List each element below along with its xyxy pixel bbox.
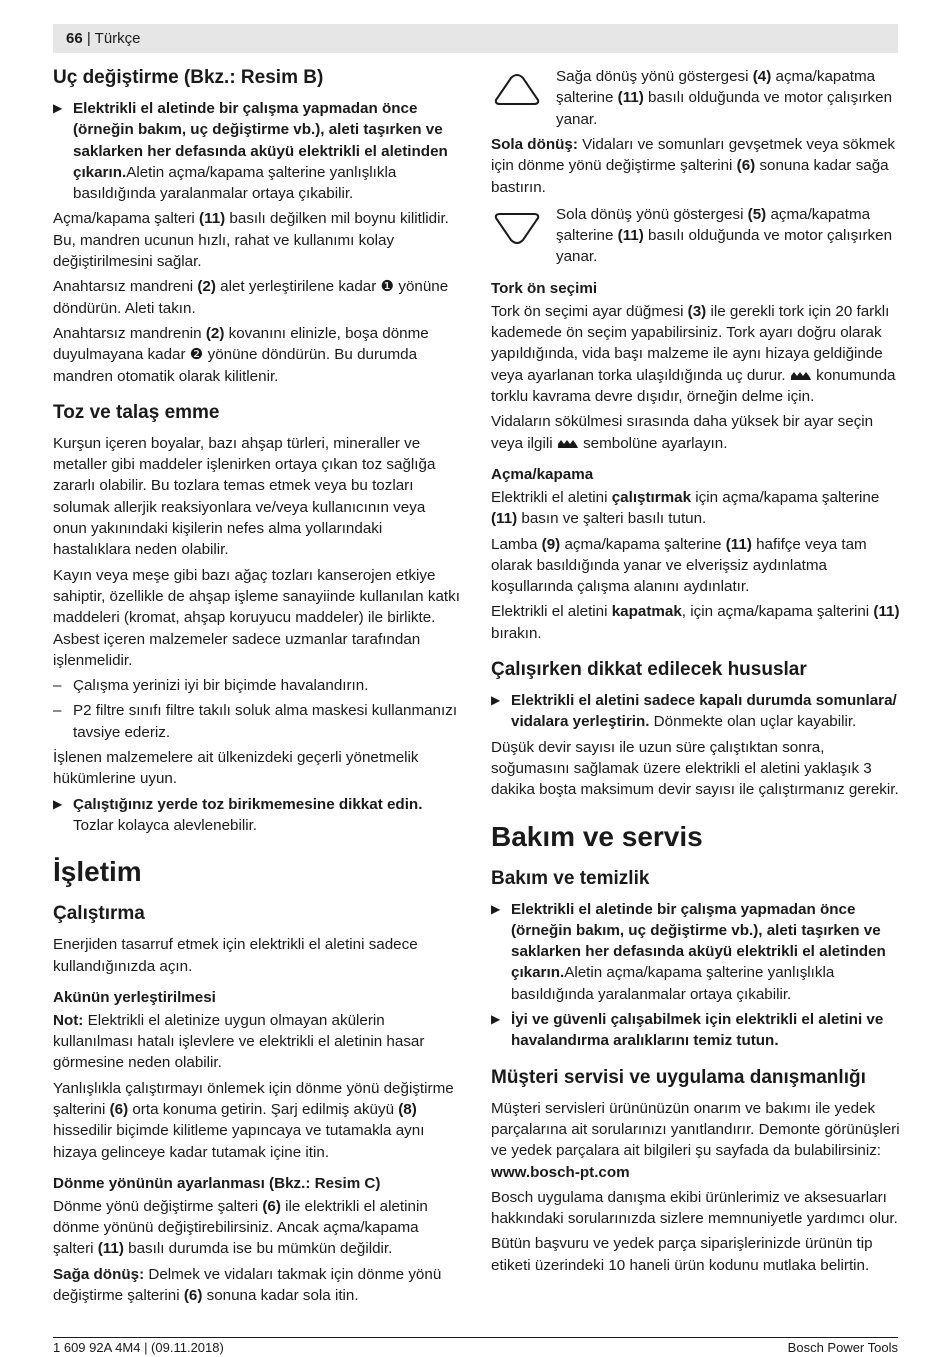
footer-divider xyxy=(53,1337,898,1338)
page-header xyxy=(66,30,141,47)
paragraph: Sağa dönüş: Delmek ve vidaları takmak için dönme yönü değiştirme şalterini (6) sonuna kadar sola itin. xyxy=(53,1265,442,1305)
warning-item: ▶ Elektrikli el aletinde bir çalışma yapmadan önce (örneğin bakım, uç değiştirme vb.), aleti taşırken ve saklarken her defasında aküyü elektrikli el aletinden çıkarın.Aletin açma/kapama şalterine yanlışlıkla basıldığında yaralanmalar ortaya çıkabilir. xyxy=(491,900,886,1003)
left-rotation-arrow-icon xyxy=(493,210,541,246)
paragraph: Bosch uygulama danışma ekibi ürünlerimiz ve aksesuarları hakkındaki sorularınızda sizlere memnuniyetle yardımcı olur. xyxy=(491,1188,898,1228)
paragraph: Anahtarsız mandrenin (2) kovanını elinizle, boşa dönme duyulmayana kadar ❷ yönüne döndürün. Bu durumda mandren otomatik olarak kilitlenir. xyxy=(53,324,429,385)
heading-torque: Tork ön seçimi xyxy=(491,279,598,297)
right-column xyxy=(491,66,901,1280)
right-rotation-arrow-icon xyxy=(493,72,541,108)
warning-marker-icon: ▶ xyxy=(53,101,63,115)
warning-marker-icon: ▶ xyxy=(491,1012,501,1027)
warning-item: ▶ Elektrikli el aletini sadece kapalı durumda somunlara/ vidalara yerleştirin. Dönmekte olan uçlar kayabilir. xyxy=(491,692,897,731)
paragraph: Dönme yönü değiştirme şalteri (6) ile elektrikli el aletinin dönme yönünü değiştirebilirsiniz. Ancak açma/kapama şalteri (11) basılı durumda ise bu mümkün değildir. xyxy=(53,1197,428,1258)
warning-item: ▶ İyi ve güvenli çalışabilmek için elektrikli el aletini ve havalandırma aralıklarını temiz tutun. xyxy=(491,1011,884,1050)
paragraph: İşlenen malzemelere ait ülkenizdeki geçerli yönetmelik hükümlerine uyun. xyxy=(53,749,419,788)
paragraph: Elektrikli el aletini kapatmak, için açma/kapama şalterini (11) bırakın. xyxy=(491,603,900,642)
heading-direction: Dönme yönünün ayarlanması (Bkz.: Resim C) xyxy=(53,1174,381,1192)
paragraph: Lamba (9) açma/kapama şalterine (11) hafifçe veya tam olarak basıldığında yanar ve elverişsiz aydınlatma koşullarında çalışma alanını aydınlatır. xyxy=(491,535,867,596)
left-rotation-indicator: Sola dönüş yönü göstergesi (5) açma/kapatma şalterine (11) basılı olduğunda ve motor çalışırken yanar. xyxy=(491,204,901,268)
heading-start: Çalıştırma xyxy=(53,903,145,925)
dash-item: – Çalışma yerinizi iyi bir biçimde havalandırın. xyxy=(53,677,369,695)
paragraph: Enerjiden tasarruf etmek için elektrikli el aletini sadece kullandığınızda açın. xyxy=(53,936,418,975)
paragraph: Bütün başvuru ve yedek parça siparişlerinizde ürünün tip etiketi üzerindeki 10 haneli ürün kodunu mutlaka belirtin. xyxy=(491,1235,873,1274)
right-rotation-indicator: Sağa dönüş yönü göstergesi (4) açma/kapatma şalterine (11) basılı olduğunda ve motor çalışırken yanar. xyxy=(491,66,901,130)
paragraph: Kayın veya meşe gibi bazı ağaç tozları kanserojen etkiye sahiptir, özellikle de ahşap işleme sanayiinde kullanılan katkı maddeleri (kromat, ahşap koruyucu maddeler) ile birlikte. Asbest içeren malzemeler sadece uzmanlar tarafından işlenmelidir. xyxy=(53,566,460,669)
paragraph: Sola dönüş: Vidaları ve somunları gevşetmek veya sökmek için dönme yönü değiştirme şalterini (6) sonuna kadar sağa bastırın. xyxy=(491,136,896,196)
heading-operation: İşletim xyxy=(53,856,142,888)
footer-doc-id: 1 609 92A 4M4 | (09.11.2018) xyxy=(53,1340,224,1355)
paragraph: Yanlışlıkla çalıştırmayı önlemek için dönme yönü değiştirme şalterini (6) orta konuma getirin. Şarj edilmiş aküyü (8) hissedilir biçimde kilitleme yapıncaya ve tutamakla aynı hizaya gelinceye kadar tutamak içine itin. xyxy=(53,1079,454,1161)
paragraph: Düşük devir sayısı ile uzun süre çalıştıktan sonra, soğumasını sağlamak üzere elektrikli el aletini yaklaşık 3 dakika boşta maksimum devir sayısı ile çalıştırmanız gerekir. xyxy=(491,738,899,799)
warning-item: ▶ Elektrikli el aletinde bir çalışma yapmadan önce (örneğin bakım, uç değiştirme vb.), aleti taşırken ve saklarken her defasında aküyü elektrikli el aletinden çıkarın.Aletin açma/kapama şalterine yanlışlıkla basıldığında yaralanmalar ortaya çıkabilir. xyxy=(53,100,448,203)
left-column xyxy=(53,66,463,1310)
paragraph: Tork ön seçimi ayar düğmesi (3) ile gerekli tork için 20 farklı kademede ön seçim yapabilirsiniz. Tork ayarı doğru olarak yapıldığında, vida başı malzeme ile aynı hizaya geldiğinde veya ayarlanan torka ulaşıldığında uç durur. konumunda torklu kavrama devre dışıdır, örneğin delme için. xyxy=(491,302,896,406)
heading-battery: Akünün yerleştirilmesi xyxy=(53,988,216,1006)
drill-symbol-icon xyxy=(790,371,812,381)
page-number: 66 xyxy=(66,30,83,47)
warning-marker-icon: ▶ xyxy=(491,693,501,708)
paragraph: Not: Elektrikli el aletinize uygun olmayan akülerin kullanılması hatalı işlevlere ve elektrikli el aletinin hasar görmesine neden olabilir. xyxy=(53,1011,425,1072)
drill-symbol-icon xyxy=(557,439,579,449)
paragraph: Elektrikli el aletini çalıştırmak için açma/kapama şalterine (11) basın ve şalteri basılı tutun. xyxy=(491,488,880,528)
warning-marker-icon: ▶ xyxy=(53,796,63,811)
heading-onoff: Açma/kapama xyxy=(491,465,594,483)
footer-brand: Bosch Power Tools xyxy=(787,1340,898,1355)
heading-notes: Çalışırken dikkat edilecek hususlar xyxy=(491,659,807,681)
warning-item: ▶ Çalıştığınız yerde toz birikmemesine dikkat edin. Tozlar kolayca alevlenebilir. xyxy=(53,795,423,834)
heading-bit-change: Uç değiştirme (Bkz.: Resim B) xyxy=(53,67,324,88)
warning-marker-icon: ▶ xyxy=(491,901,501,916)
heading-dust: Toz ve talaş emme xyxy=(53,401,220,423)
header-bar xyxy=(53,24,898,53)
header-language: Türkçe xyxy=(94,30,141,47)
dash-item: – P2 filtre sınıfı filtre takılı soluk alma maskesi kullanmanızı tavsiye ederiz. xyxy=(53,702,458,741)
heading-service: Müşteri servisi ve uygulama danışmanlığı xyxy=(491,1066,866,1088)
paragraph: Anahtarsız mandreni (2) alet yerleştirilene kadar ❶ yönüne döndürün. Aleti takın. xyxy=(53,278,449,317)
heading-cleaning: Bakım ve temizlik xyxy=(491,867,650,889)
paragraph: Kurşun içeren boyalar, bazı ahşap türleri, mineraller ve metaller gibi maddeler işlenirken ortaya çıkan toz sağlığa zararlı olabilir. Bu tozlara temas etmek veya bu tozları solumak allerjik reaksiyonlara ve/veya kullanıcının veya onun yakınındaki kişilerin nefes alma yollarındaki hastalıklara neden olabilir. xyxy=(53,434,436,559)
header-separator: | xyxy=(82,30,95,47)
paragraph: Açma/kapama şalteri (11) basılı değilken mil boynu kilitlidir. Bu, mandren ucunun hızlı, rahat ve kullanımı kolay değiştirilmesini sağlar. xyxy=(53,210,449,271)
paragraph: Müşteri servisleri ürününüzün onarım ve bakımı ile yedek parçalarına ait sorularınızı yanıtlandırır. Demonte görünüşleri ve yedek parçalara ait bilgileri şu sayfada da bulabilirsiniz: www.bosch-pt.com xyxy=(491,1099,900,1181)
paragraph: Vidaların sökülmesi sırasında daha yüksek bir ayar seçin veya ilgili sembolüne ayarlayın. xyxy=(491,413,874,452)
service-url-link[interactable]: www.bosch-pt.com xyxy=(491,1163,630,1181)
heading-maintenance: Bakım ve servis xyxy=(491,820,703,852)
